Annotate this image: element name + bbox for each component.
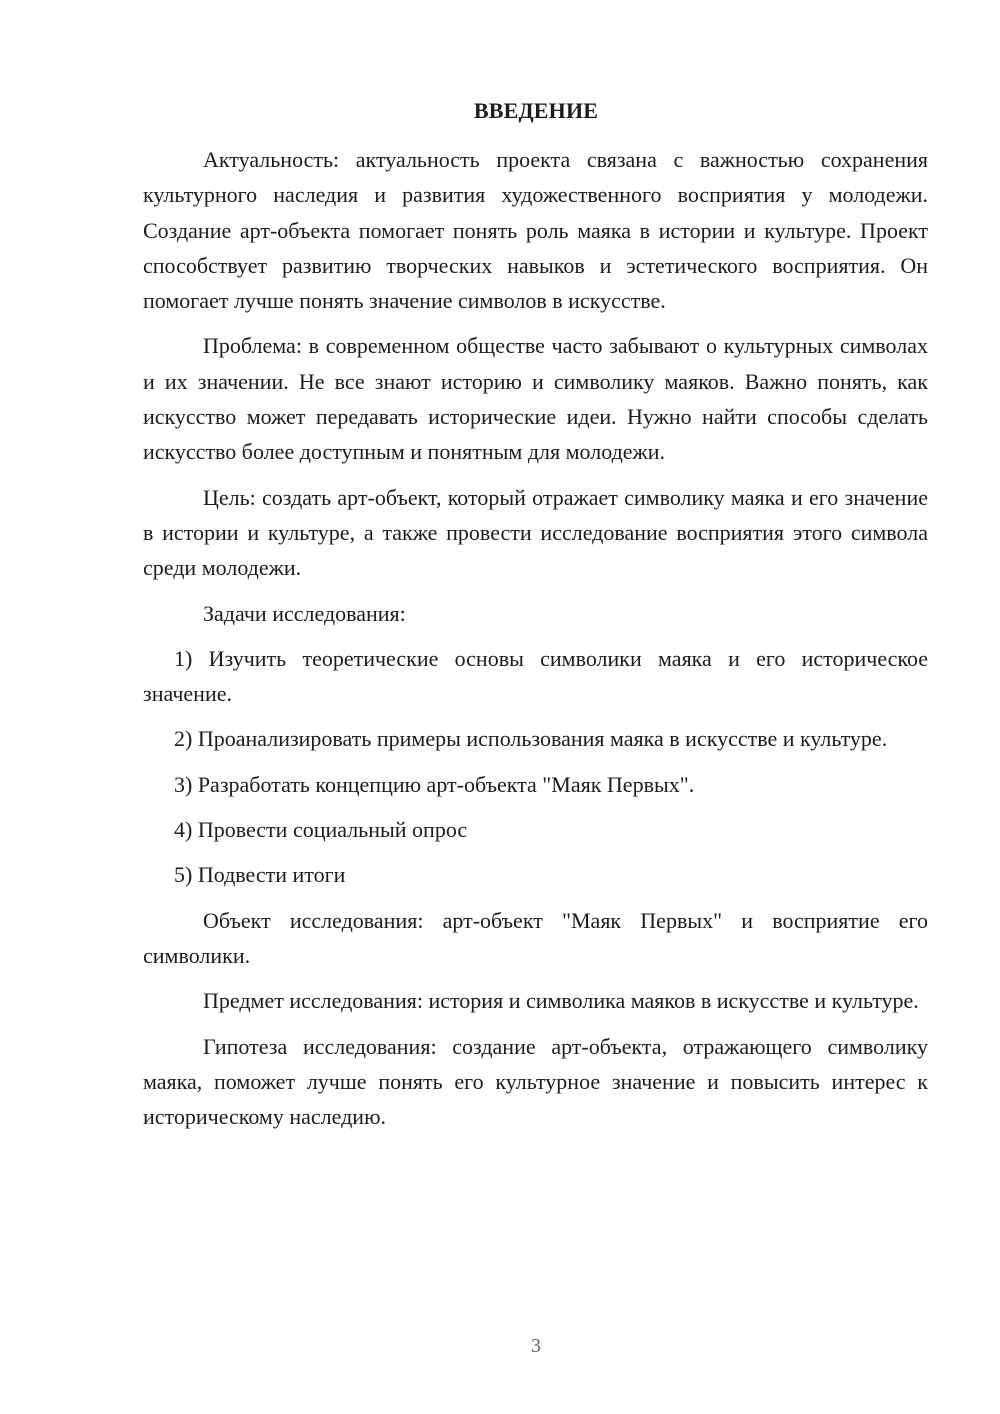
- task-item-3: 3) Разработать концепцию арт-объекта "Маяк Первых".: [174, 771, 695, 797]
- task-item-1: 1) Изучить теоретические основы символики маяка и его историческое значение.: [143, 645, 928, 707]
- page-number: 3: [531, 1335, 541, 1357]
- body-text: [143, 142, 928, 1144]
- page-title: ВВЕДЕНИЕ: [473, 98, 599, 123]
- task-item-5: 5) Подвести итоги: [174, 862, 346, 888]
- paragraph-subject: Предмет исследования: история и символика маяков в искусстве и культуре.: [203, 988, 919, 1014]
- paragraph-object: Объект исследования: арт-объект "Маяк Первых" и восприятие его символики.: [143, 907, 928, 968]
- paragraph-goal: Цель: создать арт-объект, который отражает символику маяка и его значение в истории и культуре, а также провести исследование восприятия этого символа среди молодежи.: [143, 484, 928, 581]
- task-item-4: 4) Провести социальный опрос: [174, 817, 468, 843]
- paragraph-relevance: Актуальность: актуальность проекта связана с важностью сохранения культурного наследия и развития художественного восприятия у молодежи. Создание арт-объекта помогает понять роль маяка в истории и культуре. Проект способствует развитию творческих навыков и эстетического восприятия. Он помогает лучше понять значение символов в искусстве.: [143, 147, 928, 314]
- paragraph-problem: Проблема: в современном обществе часто забывают о культурных символах и их значении. Не все знают историю и символику маяков. Важно понять, как искусство может передавать исторические идеи. Нужно найти способы сделать искусство более доступным и понятным для молодежи.: [143, 333, 928, 465]
- task-item-2: 2) Проанализировать примеры использования маяка в искусстве и культуре.: [174, 726, 888, 752]
- paragraph-hypothesis: Гипотеза исследования: создание арт-объекта, отражающего символику маяка, поможет лучше понять его культурное значение и повысить интерес к историческому наследию.: [143, 1033, 928, 1130]
- tasks-heading: Задачи исследования:: [203, 600, 406, 626]
